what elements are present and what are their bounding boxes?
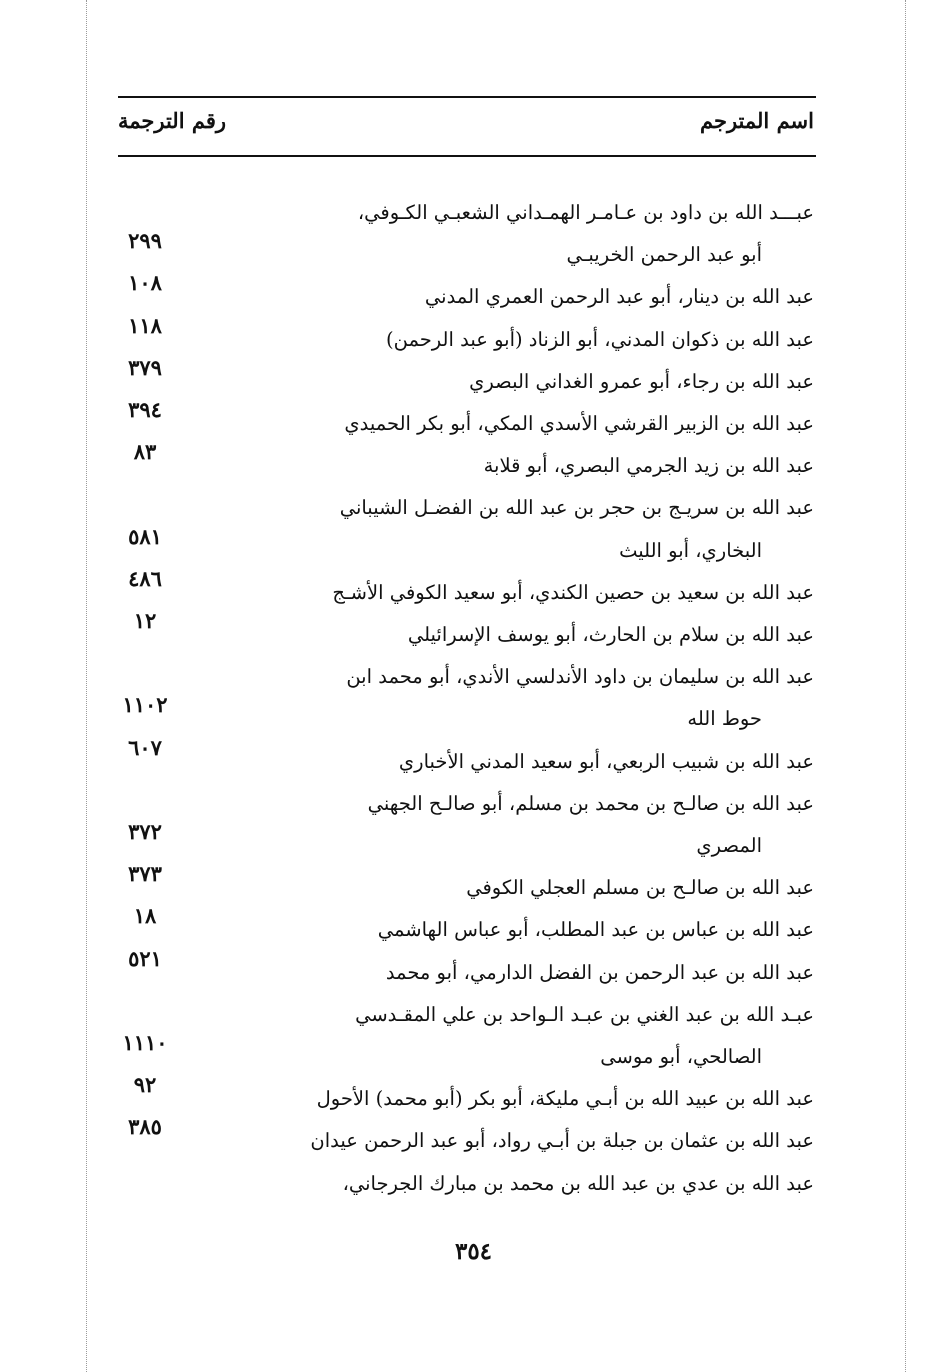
entry-number: ٣٧٢ xyxy=(128,819,162,844)
entry-number: ٥٨١ xyxy=(128,523,162,549)
entry-number: ٣٩٤ xyxy=(128,397,162,422)
header-top-rule xyxy=(118,96,816,98)
entry-number: ١١٨ xyxy=(128,312,162,338)
name-column-heading: اسم المترجم xyxy=(700,108,814,133)
entry-number: ١٠٨ xyxy=(128,270,162,296)
entry-number: ٤٨٦ xyxy=(128,565,162,591)
entry-number: ١٢ xyxy=(133,608,157,633)
entry-number: ١٨ xyxy=(133,903,157,929)
entry-number: ٢٩٩ xyxy=(128,228,162,254)
entry-name-line: عبد الله بن رجاء، أبو عمرو الغداني البصري xyxy=(469,369,814,393)
entry-name-line: عبد الله بن عباس بن عبد المطلب، أبو عباس الهاشمي xyxy=(377,918,814,942)
entry-name-line: عبـــد الله بن داود بن عـامـر الهمـداني الشعبـي الكـوفي، xyxy=(357,201,814,224)
entry-name-line: عبـد الله بن عبد الغني بن عبـد الـواحد بن علي المقـدسي xyxy=(355,1002,814,1026)
entry-name-line: عبد الله بن سليمان بن داود الأندلسي الأندي، أبو محمد ابن xyxy=(346,665,814,689)
entry-name-continuation: حوط الله xyxy=(687,707,762,731)
entry-name-line: عبد الله بن عبد الرحمن بن الفضل الدارمي، أبو محمد xyxy=(385,960,814,984)
page-number: ٣٥٤ xyxy=(454,1238,493,1265)
entry-name-continuation: المصري xyxy=(696,834,762,857)
entry-name-line: عبد الله بن صالـح بن محمد بن مسلم، أبو صالـح الجهني xyxy=(367,791,814,815)
entry-name-continuation: الصالحي، أبو موسى xyxy=(600,1045,762,1068)
entry-name-line: عبد الله بن عبيد الله بن أبـي مليكة، أبو بكر (أبو محمد) الأحول xyxy=(316,1087,814,1111)
entry-name-line: عبد الله بن عثمان بن جبلة بن أبـي رواد، أبو عبد الرحمن عيدان xyxy=(310,1129,814,1153)
entry-name-line: عبد الله بن دينار، أبو عبد الرحمن العمري المدني xyxy=(424,285,814,309)
entry-number: ٣٨٥ xyxy=(128,1114,162,1140)
entry-name-line: عبد الله بن سريـج بن حجر بن عبد الله بن الفضـل الشيباني xyxy=(339,496,814,520)
entry-number: ٣٧٣ xyxy=(128,861,162,887)
entry-name-line: عبد الله بن صالـح بن مسلم العجلي الكوفي xyxy=(466,876,814,900)
entry-number: ٨٣ xyxy=(133,439,157,465)
entry-name-line: عبد الله بن سلام بن الحارث، أبو يوسف الإسرائيلي xyxy=(407,623,814,646)
header-bottom-rule xyxy=(118,155,816,157)
entry-number: ٣٧٩ xyxy=(128,354,162,380)
entry-name-line: عبد الله بن شبيب الربعي، أبو سعيد المدني الأخباري xyxy=(398,749,814,773)
scan-edge-left xyxy=(86,0,87,1372)
entry-name-continuation: البخاري، أبو الليث xyxy=(619,538,762,562)
entry-number: ١١٠٢ xyxy=(122,692,168,718)
entry-number: ١١١٠ xyxy=(122,1030,168,1055)
entry-name-continuation: أبو عبد الرحمن الخريبـي xyxy=(566,243,762,267)
entry-name-line: عبد الله بن الزبير القرشي الأسدي المكي، أبو بكر الحميدي xyxy=(344,412,814,435)
number-column-heading: رقم الترجمة xyxy=(118,108,227,133)
entry-name-line: عبد الله بن زيد الجرمي البصري، أبو قلابة xyxy=(483,454,814,478)
scan-edge-right xyxy=(905,0,906,1372)
entry-number: ٦٠٧ xyxy=(128,734,162,760)
entry-name-line: عبد الله بن سعيد بن حصين الكندي، أبو سعيد الكوفي الأشـج xyxy=(332,580,814,604)
entry-number: ٥٢١ xyxy=(128,945,162,971)
entry-number: ٩٢ xyxy=(133,1072,157,1098)
entry-name-line: عبد الله بن ذكوان المدني، أبو الزناد (أبو عبد الرحمن) xyxy=(386,327,814,351)
entry-name-line: عبد الله بن عدي بن عبد الله بن محمد بن مبارك الجرجاني، xyxy=(342,1171,814,1195)
